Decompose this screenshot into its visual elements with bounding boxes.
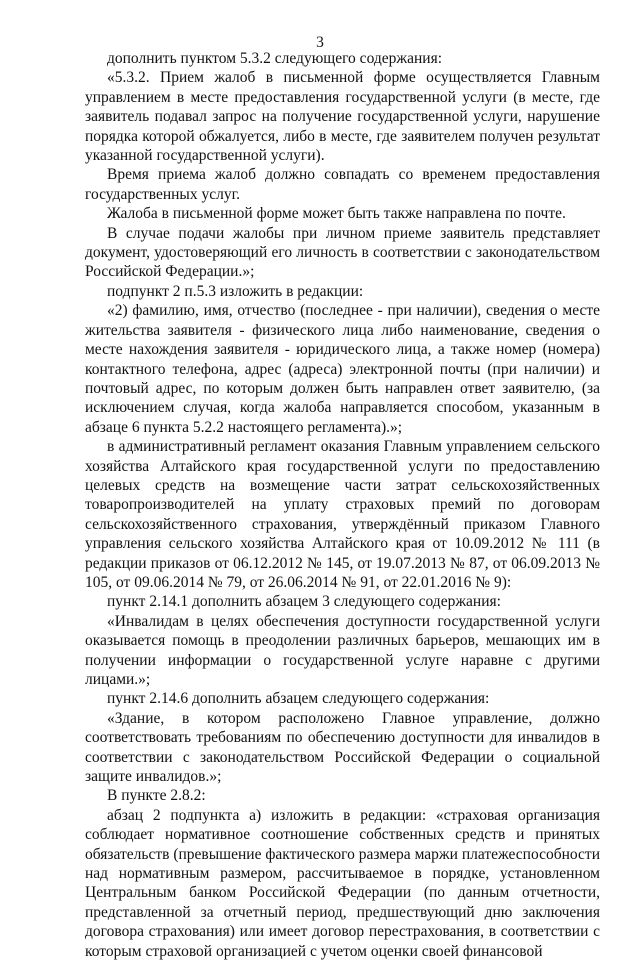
paragraph-9: пункт 2.14.1 дополнить абзацем 3 следующего содержания: <box>107 593 501 611</box>
page-number: 3 <box>316 34 324 51</box>
paragraph-10: «Инвалидам в целях обеспечения доступности государственной услуги оказывается помощь в преодолении различных барьеров, мешающих им в получении информации о государственной услуге наравне с другими лицами.»; <box>85 612 600 688</box>
paragraph-12: «Здание, в котором расположено Главное управление, должно соответствовать требованиям по обеспечению доступности для инвалидов в соответствии с законодательством Российской Федерации о социальной защите инвалидов.»; <box>85 709 600 786</box>
paragraph-13: В пункте 2.8.2: <box>107 787 206 805</box>
paragraph-7: «2) фамилию, имя, отчество (последнее - при наличии), сведения о месте жительства заявителя - физического лица либо наименование, сведения о месте нахождения заявителя - юридического лица, а также номер (номера) контактного телефона, адрес (адреса) электронной почты (при наличии) и почтовый адрес, по которым должен быть направлен ответ заявителю, (за исключением случая, когда жалоба направляется способом, указанным в абзаце 6 пункта 5.2.2 настоящего регламента).»; <box>85 302 600 436</box>
paragraph-6: подпункт 2 п.5.3 изложить в редакции: <box>107 282 364 300</box>
paragraph-1: дополнить пунктом 5.3.2 следующего содержания: <box>107 50 442 67</box>
paragraph-5: В случае подачи жалобы при личном приеме заявитель представляет документ, удостоверяющий его личность в соответствии с законодательством Российской Федерации.»; <box>85 224 600 281</box>
paragraph-3: Время приема жалоб должно совпадать со временем предоставления государственных услуг. <box>85 166 600 203</box>
document-body <box>85 49 600 961</box>
paragraph-11: пункт 2.14.6 дополнить абзацем следующего содержания: <box>107 690 490 708</box>
paragraph-4: Жалоба в письменной форме может быть также направлена по почте. <box>107 205 566 223</box>
paragraph-8: в административный регламент оказания Главным управлением сельского хозяйства Алтайского края государственной услуги по предоставлению целевых средств на возмещение части затрат сельскохозяйственных товаропроизводителей на уплату страховых премий по договорам сельскохозяйственного страхования, утверждённый приказом Главного управления сельского хозяйства Алтайского края от 10.09.2012 № 111 (в редакции приказов от 06.12.2012 № 145, от 19.07.2013 № 87, от 06.09.2013 № 105, от 09.06.2014 № 79, от 26.06.2014 № 91, от 22.01.2016 № 9): <box>85 438 600 591</box>
paragraph-2: «5.3.2. Прием жалоб в письменной форме осуществляется Главным управлением в месте предоставления государственной услуги (в месте, где заявитель подавал запрос на получение государственной услуги, нарушение порядка которой обжалуется, либо в месте, где заявителем получен результат указанной государственной услуги). <box>85 69 600 165</box>
paragraph-14: абзац 2 подпункта а) изложить в редакции: «страховая организация соблюдает нормативное соотношение собственных средств и принятых обязательств (превышение фактического размера маржи платежеспособности над нормативным размером, рассчитываемое в порядке, установленном Центральным банком Российской Федерации (по данным отчетности, представленной за отчетный период, предшествующий дню заключения договора страхования) или имеет договор перестрахования, в соответствии с которым страховой организацией с учетом оценки своей финансовой <box>85 806 600 960</box>
